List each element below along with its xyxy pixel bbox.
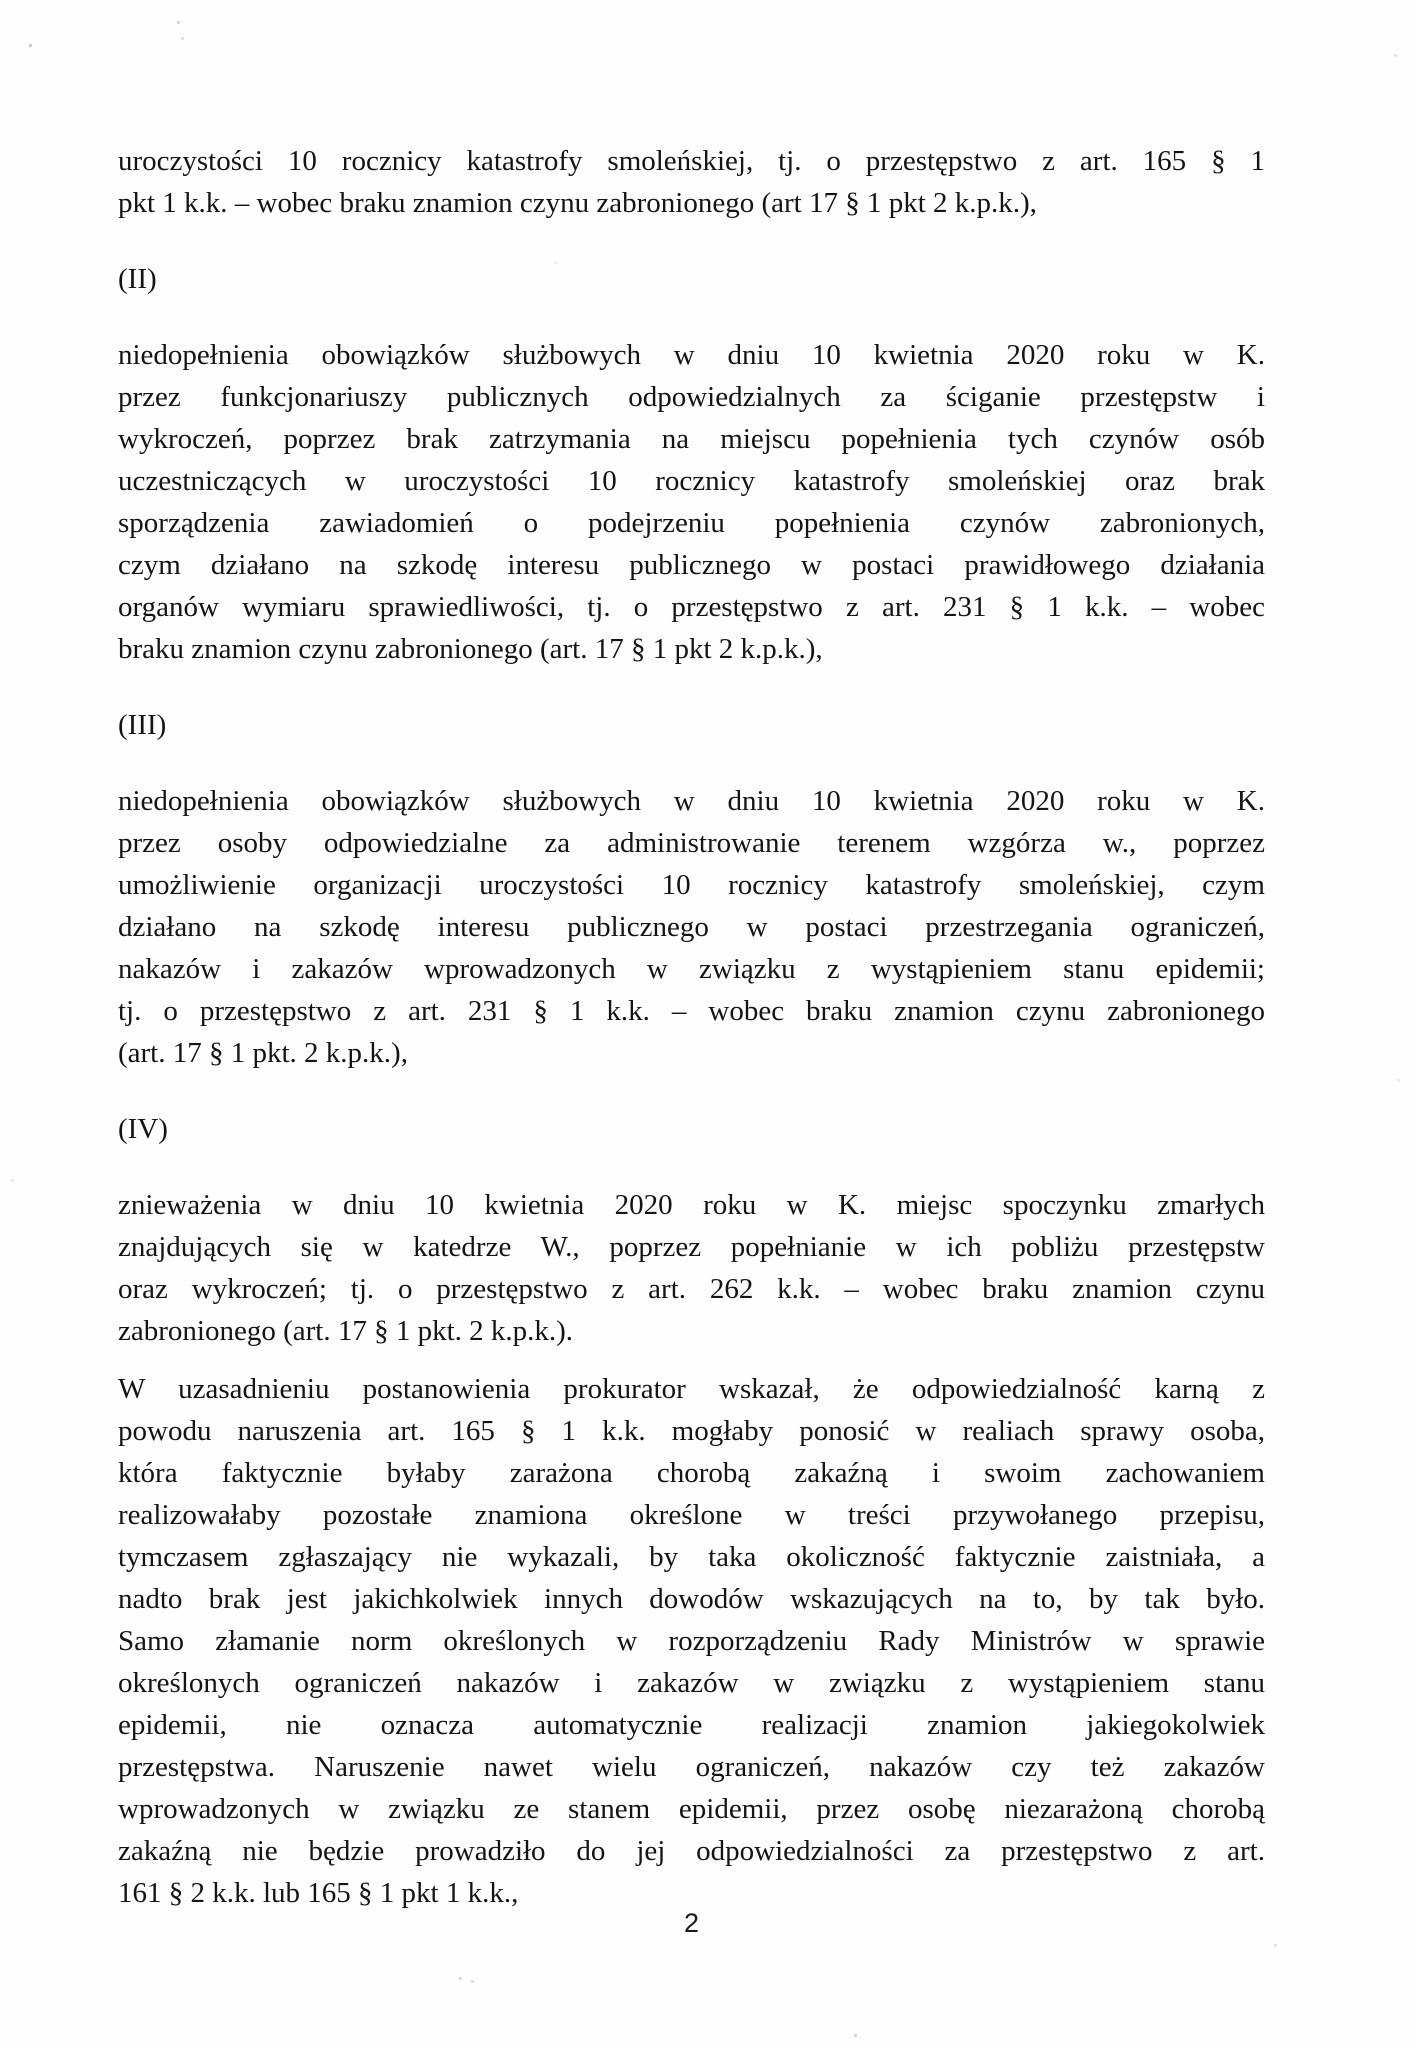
text-line: sporządzenia zawiadomień o podejrzeniu popełnienia czynów zabronionych, [118, 507, 1265, 539]
text-line: W uzasadnieniu postanowienia prokurator wskazał, że odpowiedzialność karną z [118, 1373, 1265, 1405]
paragraph [118, 780, 1265, 1074]
text-line: Samo złamanie norm określonych w rozporządzeniu Rady Ministrów w sprawie [118, 1625, 1265, 1657]
text-line: pkt 1 k.k. – wobec braku znamion czynu zabronionego (art 17 § 1 pkt 2 k.p.k.), [118, 187, 1037, 219]
text-line: tj. o przestępstwo z art. 231 § 1 k.k. – wobec braku znamion czynu zabronionego [118, 995, 1265, 1027]
section-marker: (III) [118, 709, 167, 741]
text-line: nadto brak jest jakichkolwiek innych dowodów wskazujących na to, by tak było. [118, 1583, 1265, 1615]
text-line: epidemii, nie oznacza automatycznie realizacji znamion jakiegokolwiek [118, 1709, 1265, 1741]
text-line: (art. 17 § 1 pkt. 2 k.p.k.), [118, 1037, 408, 1069]
text-line: braku znamion czynu zabronionego (art. 17 § 1 pkt 2 k.p.k.), [118, 633, 823, 665]
text-line: niedopełnienia obowiązków służbowych w dniu 10 kwietnia 2020 roku w K. [118, 339, 1265, 371]
section-marker: (II) [118, 263, 157, 295]
text-line: realizowałaby pozostałe znamiona określone w treści przywołanego przepisu, [118, 1499, 1265, 1531]
page-number: 2 [683, 1908, 700, 1938]
text-line: znajdujących się w katedrze W., poprzez popełnianie w ich pobliżu przestępstw [118, 1231, 1265, 1263]
document-body [118, 140, 1265, 1914]
text-line: 161 § 2 k.k. lub 165 § 1 pkt 1 k.k., [118, 1877, 519, 1909]
text-line: znieważenia w dniu 10 kwietnia 2020 roku w K. miejsc spoczynku zmarłych [118, 1189, 1265, 1221]
text-line: nakazów i zakazów wprowadzonych w związku z wystąpieniem stanu epidemii; [118, 953, 1265, 985]
section-marker: (IV) [118, 1113, 168, 1145]
text-line: która faktycznie byłaby zarażona chorobą zakaźną i swoim zachowaniem [118, 1457, 1265, 1489]
text-line: umożliwienie organizacji uroczystości 10 rocznicy katastrofy smoleńskiej, czym [118, 869, 1265, 901]
text-line: określonych ograniczeń nakazów i zakazów w związku z wystąpieniem stanu [118, 1667, 1265, 1699]
text-line: oraz wykroczeń; tj. o przestępstwo z art. 262 k.k. – wobec braku znamion czynu [118, 1273, 1265, 1305]
text-line: tymczasem zgłaszający nie wykazali, by taka okoliczność faktycznie zaistniała, a [118, 1541, 1265, 1573]
text-line: organów wymiaru sprawiedliwości, tj. o przestępstwo z art. 231 § 1 k.k. – wobec [118, 591, 1265, 623]
text-line: wykroczeń, poprzez brak zatrzymania na miejscu popełnienia tych czynów osób [118, 423, 1265, 455]
paragraph [118, 334, 1265, 670]
text-line: przez osoby odpowiedzialne za administrowanie terenem wzgórza w., poprzez [118, 827, 1265, 859]
text-line: zakaźną nie będzie prowadziło do jej odpowiedzialności za przestępstwo z art. [118, 1835, 1265, 1867]
paragraph [118, 140, 1265, 224]
text-line: przez funkcjonariuszy publicznych odpowiedzialnych za ściganie przestępstw i [118, 381, 1265, 413]
text-line: przestępstwa. Naruszenie nawet wielu ograniczeń, nakazów czy też zakazów [118, 1751, 1265, 1783]
text-line: czym działano na szkodę interesu publicznego w postaci prawidłowego działania [118, 549, 1265, 581]
text-line: uroczystości 10 rocznicy katastrofy smoleńskiej, tj. o przestępstwo z art. 165 § 1 [118, 145, 1265, 177]
text-line: niedopełnienia obowiązków służbowych w dniu 10 kwietnia 2020 roku w K. [118, 785, 1265, 817]
paragraph [118, 1368, 1265, 1914]
text-line: powodu naruszenia art. 165 § 1 k.k. mogłaby ponosić w realiach sprawy osoba, [118, 1415, 1265, 1447]
text-line: działano na szkodę interesu publicznego w postaci przestrzegania ograniczeń, [118, 911, 1265, 943]
scan-noise [0, 0, 1, 1]
paragraph [118, 1184, 1265, 1352]
text-line: wprowadzonych w związku ze stanem epidemii, przez osobę niezarażoną chorobą [118, 1793, 1265, 1825]
text-line: zabronionego (art. 17 § 1 pkt. 2 k.p.k.). [118, 1315, 574, 1347]
text-line: uczestniczących w uroczystości 10 rocznicy katastrofy smoleńskiej oraz brak [118, 465, 1265, 497]
